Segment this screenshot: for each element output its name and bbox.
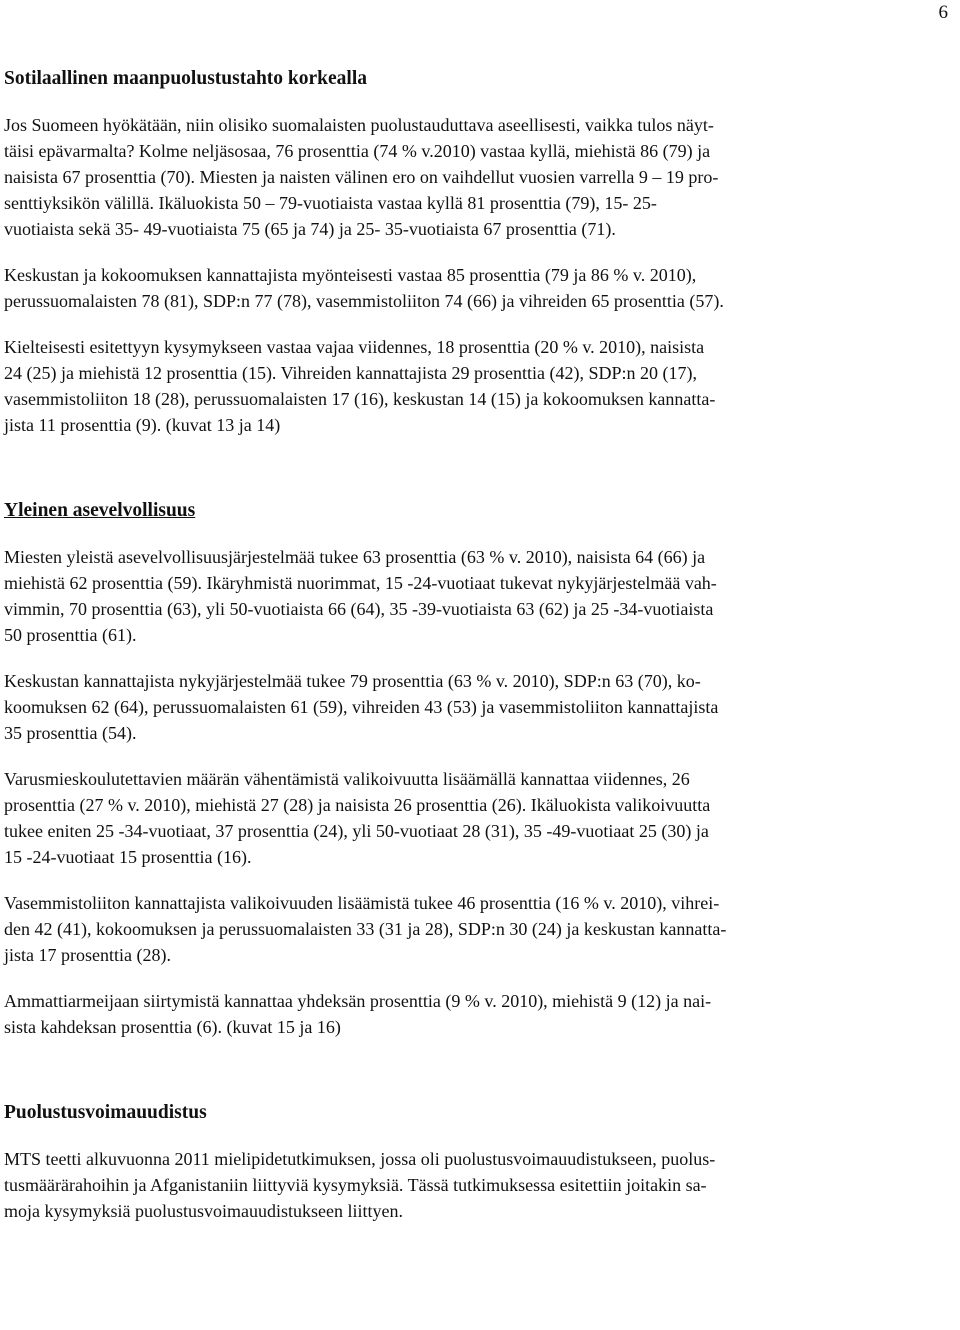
paragraph: Keskustan ja kokoomuksen kannattajista myönteisesti vastaa 85 prosenttia (79 ja 86 % v. 2010), perussuomalaisten 78 (81), SDP:n 77 (78), vasemmistoliiton 74 (66) ja vihreiden 65 prosenttia (57). [4, 265, 724, 311]
paragraph: Miesten yleistä asevelvollisuusjärjestelmää tukee 63 prosenttia (63 % v. 2010), naisista 64 (66) ja miehistä 62 prosenttia (59). Ikäryhmistä nuorimmat, 15 -24-vuotiaat tukevat nykyjärjestelmää vah- vimmin, 70 prosenttia (63), yli 50-vuotiaista 66 (64), 35 -39-vuotiaista 63 (62) ja 25 -34-vuotiaista 50 prosenttia (61). [4, 547, 717, 645]
paragraph: Keskustan kannattajista nykyjärjestelmää tukee 79 prosenttia (63 % v. 2010), SDP:n 63 (70), ko- koomuksen 62 (64), perussuomalaisten 61 (59), vihreiden 43 (53) ja vasemmistoliiton kannattajista 35 prosenttia (54). [4, 671, 719, 743]
paragraph: Jos Suomeen hyökätään, niin olisiko suomalaisten puolustauduttava aseellisesti, vaikka tulos näyt- täisi epävarmalta? Kolme neljäsosaa, 76 prosenttia (74 % v.2010) vastaa kyllä, miehistä 86 (79) ja naisista 67 prosenttia (70). Miesten ja naisten välinen ero on vaihdellut vuosien varrella 9 – 19 pro- senttiyksikön välillä. Ikäluokista 50 – 79-vuotiaista vastaa kyllä 81 prosenttia (79), 15- 25- vuotiaista sekä 35- 49-vuotiaista 75 (65 ja 74) ja 25- 35-vuotiaista 67 prosenttia (71). [4, 115, 719, 239]
page-number: 6 [938, 2, 948, 23]
section-heading-maanpuolustustahto: Sotilaallinen maanpuolustustahto korkealla [4, 68, 367, 89]
paragraph: MTS teetti alkuvuonna 2011 mielipidetutkimuksen, jossa oli puolustusvoimauudistukseen, puolus- tusmäärärahoihin ja Afganistaniin liittyviä kysymyksiä. Tässä tutkimuksessa esitettiin joitakin sa- moja kysymyksiä puolustusvoimauudistukseen liittyen. [4, 1149, 716, 1221]
paragraph: Vasemmistoliiton kannattajista valikoivuuden lisäämistä tukee 46 prosenttia (16 % v. 2010), vihrei- den 42 (41), kokoomuksen ja perussuomalaisten 33 (31 ja 28), SDP:n 30 (24) ja keskustan kannatta- jista 17 prosenttia (28). [4, 893, 727, 965]
document-body [4, 64, 946, 1224]
paragraph: Ammattiarmeijaan siirtymistä kannattaa yhdeksän prosenttia (9 % v. 2010), miehistä 9 (12) ja nai- sista kahdeksan prosenttia (6). (kuvat 15 ja 16) [4, 991, 712, 1037]
paragraph: Kielteisesti esitettyyn kysymykseen vastaa vajaa viidennes, 18 prosenttia (20 % v. 2010), naisista 24 (25) ja miehistä 12 prosenttia (15). Vihreiden kannattajista 29 prosenttia (42), SDP:n 20 (17), vasemmistoliiton 18 (28), perussuomalaisten 17 (16), keskustan 14 (15) ja kokoomuksen kannatta- jista 11 prosenttia (9). (kuvat 13 ja 14) [4, 337, 716, 435]
paragraph: Varusmieskoulutettavien määrän vähentämistä valikoivuutta lisäämällä kannattaa viidennes, 26 prosenttia (27 % v. 2010), miehistä 27 (28) ja naisista 26 prosenttia (26). Ikäluokista valikoivuutta tukee eniten 25 -34-vuotiaat, 37 prosenttia (24), yli 50-vuotiaat 28 (31), 35 -49-vuotiaat 25 (30) ja 15 -24-vuotiaat 15 prosenttia (16). [4, 769, 711, 867]
section-heading-asevelvollisuus: Yleinen asevelvollisuus [4, 500, 196, 521]
section-heading-puolustusvoimauudistus: Puolustusvoimauudistus [4, 1102, 207, 1123]
